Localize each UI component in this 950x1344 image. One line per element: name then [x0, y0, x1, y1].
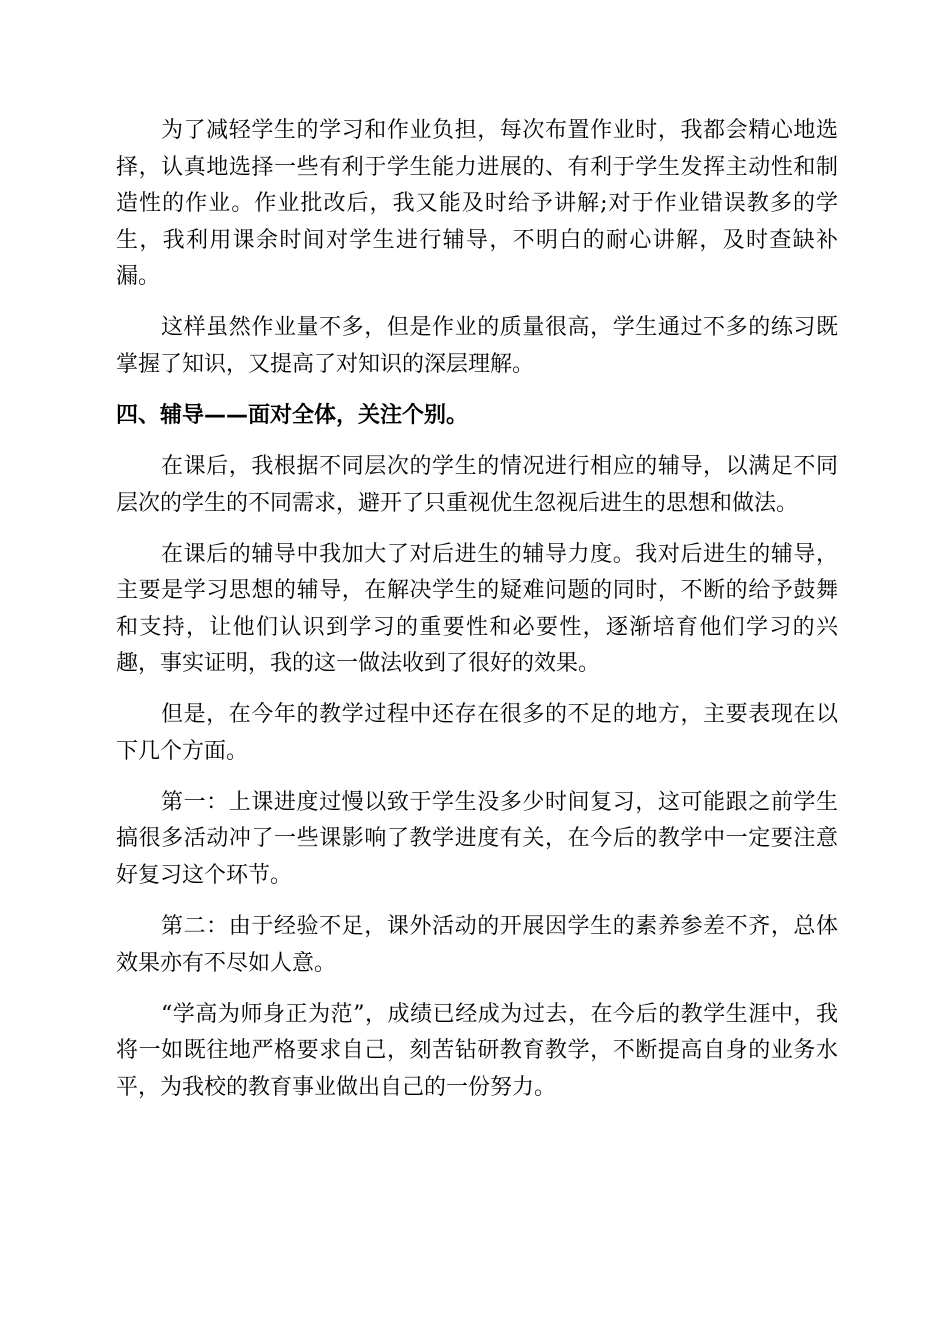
paragraph-homework-quality: 这样虽然作业量不多，但是作业的质量很高，学生通过不多的练习既掌握了知识，又提高了对知识的深层理解。 [116, 315, 838, 377]
paragraph-tutoring-weak-students: 在课后的辅导中我加大了对后进生的辅导力度。我对后进生的辅导，主要是学习思想的辅导，在解决学生的疑难问题的同时，不断的给予鼓舞和支持，让他们认识到学习的重要性和必要性，逐渐培育他们学习的兴趣，事实证明，我的这一做法收到了很好的效果。 [116, 541, 838, 677]
paragraph-shortcoming-first: 第一：上课进度过慢以致于学生没多少时间复习，这可能跟之前学生搞很多活动冲了一些课影响了教学进度有关，在今后的教学中一定要注意好复习这个环节。 [116, 789, 838, 889]
document-body [116, 113, 838, 1121]
paragraph-conclusion: “学高为师身正为范”，成绩已经成为过去，在今后的教学生涯中，我将一如既往地严格要求自己，刻苦钻研教育教学，不断提高自身的业务水平，为我校的教育事业做出自己的一份努力。 [116, 1001, 838, 1100]
paragraph-homework-selection: 为了减轻学生的学习和作业负担，每次布置作业时，我都会精心地选择，认真地选择一些有利于学生能力进展的、有利于学生发挥主动性和制造性的作业。作业批改后，我又能及时给予讲解;对于作业错误教多的学生，我利用课余时间对学生进行辅导，不明白的耐心讲解，及时查缺补漏。 [116, 118, 838, 290]
paragraph-tutoring-levels: 在课后，我根据不同层次的学生的情况进行相应的辅导，以满足不同层次的学生的不同需求，避开了只重视优生忽视后进生的思想和做法。 [116, 453, 838, 516]
section-heading-tutoring: 四、辅导——面对全体，关注个别。 [116, 402, 469, 428]
paragraph-shortcomings-intro: 但是，在今年的教学过程中还存在很多的不足的地方，主要表现在以下几个方面。 [116, 702, 838, 764]
paragraph-shortcoming-second: 第二：由于经验不足，课外活动的开展因学生的素养参差不齐，总体效果亦有不尽如人意。 [116, 914, 838, 976]
